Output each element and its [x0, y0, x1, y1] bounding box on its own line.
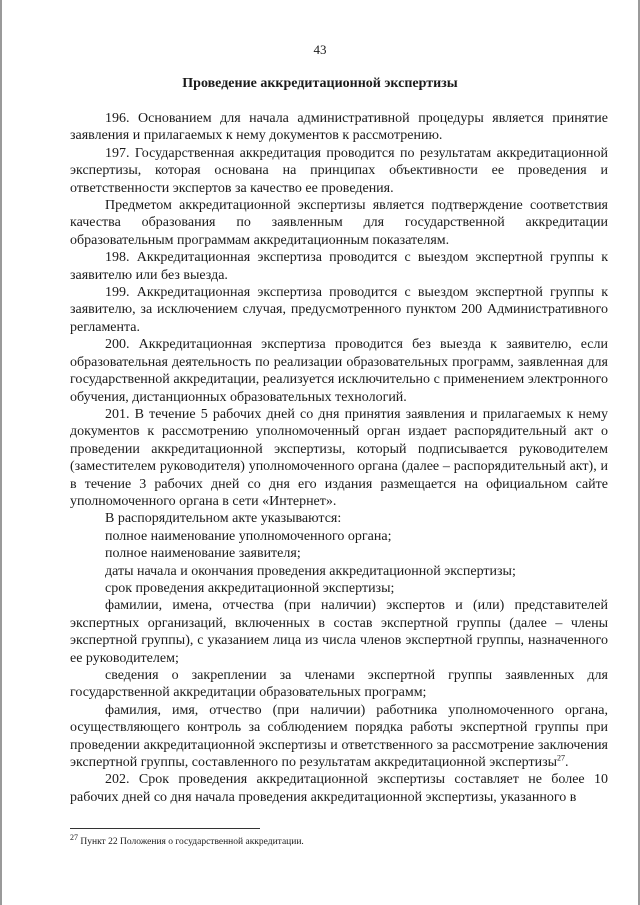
paragraph-202: 202. Срок проведения аккредитационной экспертизы составляет не более 10 рабочих дней со дня начала проведения аккредитационной экспертизы, указанного в: [70, 772, 608, 805]
document-body: [70, 110, 608, 806]
paragraph-subject: Предметом аккредитационной экспертизы является подтверждение соответствия качества образования по заявленным для государственной аккредитации образовательным программам аккредитационным показателям.: [70, 198, 608, 248]
page-number: 43: [313, 42, 327, 57]
footnote-text: Пункт 22 Положения о государственной аккредитации.: [78, 837, 304, 847]
paragraph-act-intro: В распорядительном акте указываются:: [105, 511, 342, 527]
paragraph-196: 196. Основанием для начала административной процедуры является принятие заявления и прилагаемых к нему документов к рассмотрению.: [70, 111, 608, 144]
scan-edge-left: [0, 0, 2, 905]
section-heading: Проведение аккредитационной экспертизы: [182, 76, 458, 91]
paragraph-200: 200. Аккредитационная экспертиза проводится без выезда к заявителю, если образовательная деятельность по реализации образовательных программ, заявленная для государственной аккредитации, реализуется исключительно с применением электронного обучения, дистанционных образовательных технологий.: [70, 337, 608, 405]
list-item-authority-name: полное наименование уполномоченного органа;: [105, 528, 392, 544]
paragraph-198: 198. Аккредитационная экспертиза проводится с выездом экспертной группы к заявителю или без выезда.: [70, 250, 608, 283]
supervisor-text-end: .: [565, 755, 569, 771]
list-item-experts: фамилии, имена, отчества (при наличии) экспертов и (или) представителей экспертных организаций, включенных в состав экспертной группы (далее – члены экспертной группы), с указанием лица из числа членов экспертной группы, назначенного ее руководителем;: [70, 598, 608, 666]
supervisor-text: фамилия, имя, отчество (при наличии) работника уполномоченного органа, осуществляющего контроль за соблюдением порядка работы экспертной группы при проведении аккредитационной экспертизы и ответственного за рассмотрение заключения экспертной группы, составленного по результатам аккредитационной экспертизы: [70, 702, 608, 771]
list-item-duration: срок проведения аккредитационной экспертизы;: [105, 580, 395, 596]
footnote-divider: [70, 828, 260, 829]
list-item-dates: даты начала и окончания проведения аккредитационной экспертизы;: [105, 563, 516, 579]
paragraph-199: 199. Аккредитационная экспертиза проводится с выездом экспертной группы к заявителю, за исключением случая, предусмотренного пунктом 200 Административного регламента.: [70, 285, 608, 335]
list-item-supervisor: [70, 702, 608, 772]
paragraph-201: 201. В течение 5 рабочих дней со дня принятия заявления и прилагаемых к нему документов к рассмотрению уполномоченный орган издает распорядительный акт о проведении аккредитационной экспертизы, который подписывается руководителем (заместителем руководителя) уполномоченного органа (далее – распорядительный акт), и в течение 3 рабочих дней со дня его издания размещается на официальном сайте уполномоченного органа в сети «Интернет».: [70, 406, 608, 509]
footnote-reference: 27: [557, 753, 566, 763]
footnote: [70, 832, 608, 848]
list-item-programs: сведения о закреплении за членами экспертной группы заявленных для государственной аккредитации образовательных программ;: [70, 668, 608, 701]
list-item-applicant-name: полное наименование заявителя;: [105, 546, 301, 562]
footnote-marker: 27: [70, 832, 78, 842]
paragraph-197: 197. Государственная аккредитация проводится по результатам аккредитационной экспертизы, которая основана на принципах объективности ее проведения и ответственности экспертов за качество ее проведения.: [70, 145, 608, 196]
